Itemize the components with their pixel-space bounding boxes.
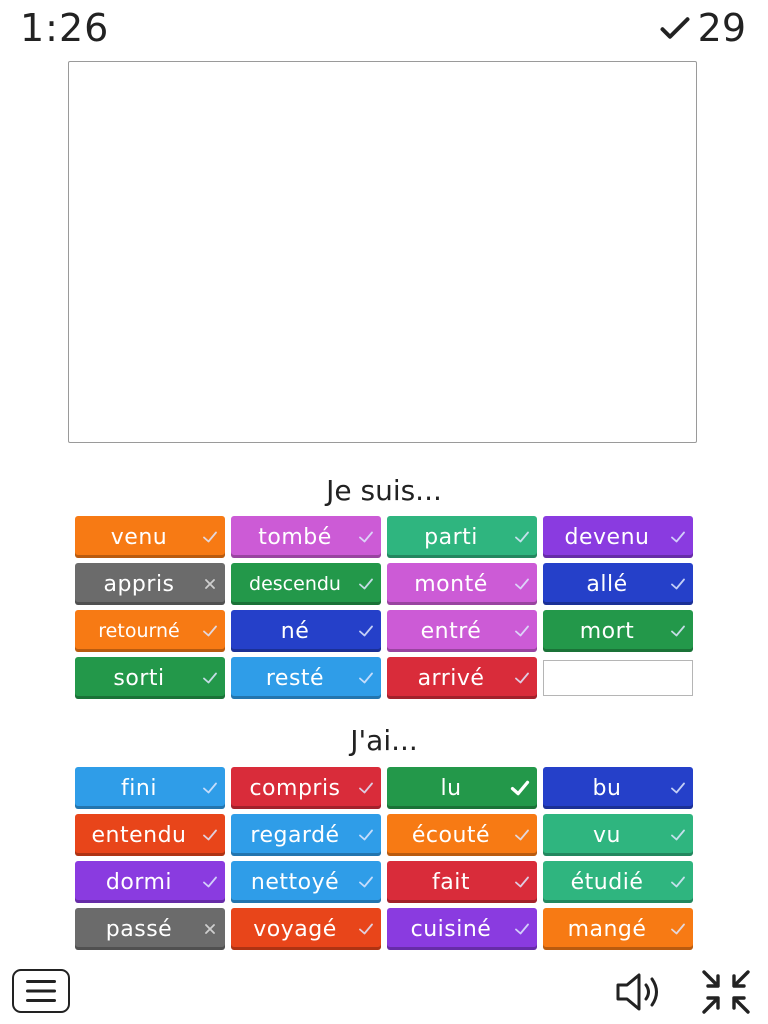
j-ai-tile-mange[interactable]	[543, 908, 693, 950]
check-icon	[202, 529, 218, 545]
j-ai-tile-etudie[interactable]	[543, 861, 693, 903]
check-icon	[202, 670, 218, 686]
je-suis-tile-tombe[interactable]	[231, 516, 381, 558]
check-icon	[514, 670, 530, 686]
j-ai-tile-grid	[75, 767, 695, 950]
je-suis-tile-entre[interactable]	[387, 610, 537, 652]
tile-label: entendu	[91, 822, 187, 848]
tile-label: retourné	[98, 620, 180, 642]
score-value: 29	[697, 6, 746, 50]
tile-label: lu	[440, 775, 462, 801]
check-icon	[358, 529, 374, 545]
tile-label: appris	[103, 571, 175, 597]
j-ai-tile-nettoye[interactable]	[231, 861, 381, 903]
tile-label: écouté	[411, 822, 491, 848]
check-icon	[514, 874, 530, 890]
section-title-je-suis: Je suis...	[326, 474, 442, 507]
j-ai-tile-cuisine[interactable]	[387, 908, 537, 950]
tile-label: tombé	[258, 524, 332, 550]
tile-label: étudié	[570, 869, 644, 895]
check-icon	[670, 921, 686, 937]
tile-label: monté	[414, 571, 488, 597]
tile-label: resté	[265, 665, 325, 691]
je-suis-tile-ne[interactable]	[231, 610, 381, 652]
check-icon	[202, 780, 218, 796]
cross-icon	[202, 921, 218, 937]
check-icon	[358, 576, 374, 592]
tile-label: passé	[105, 916, 173, 942]
j-ai-tile-regarde[interactable]	[231, 814, 381, 856]
j-ai-tile-entendu[interactable]	[75, 814, 225, 856]
tile-label: cuisiné	[410, 916, 492, 942]
check-icon	[514, 827, 530, 843]
section-title-j-ai: J'ai...	[350, 724, 418, 757]
tile-label: mangé	[567, 916, 647, 942]
j-ai-tile-fait[interactable]	[387, 861, 537, 903]
j-ai-tile-ecoute[interactable]	[387, 814, 537, 856]
tile-label: regardé	[250, 822, 340, 848]
tile-label: venu	[110, 524, 168, 550]
speaker-icon	[612, 968, 668, 1016]
tile-label: fini	[121, 775, 157, 801]
hamburger-menu-icon	[25, 978, 57, 1004]
j-ai-tile-voyage[interactable]	[231, 908, 381, 950]
j-ai-tile-compris[interactable]	[231, 767, 381, 809]
je-suis-tile-alle[interactable]	[543, 563, 693, 605]
j-ai-tile-vu[interactable]	[543, 814, 693, 856]
exit-fullscreen-icon	[700, 968, 752, 1016]
tile-label: entré	[420, 618, 482, 644]
j-ai-tile-bu[interactable]	[543, 767, 693, 809]
check-icon	[358, 827, 374, 843]
tile-label: arrivé	[417, 665, 485, 691]
je-suis-tile-sorti[interactable]	[75, 657, 225, 699]
tile-label: dormi	[105, 869, 173, 895]
je-suis-tile-devenu[interactable]	[543, 516, 693, 558]
drop-area[interactable]	[68, 61, 697, 443]
check-icon	[202, 874, 218, 890]
je-suis-tile-arrive[interactable]	[387, 657, 537, 699]
check-icon	[670, 780, 686, 796]
empty-tile-slot[interactable]	[543, 660, 693, 696]
tile-label: vu	[593, 822, 621, 848]
check-icon	[510, 778, 530, 798]
je-suis-tile-appris[interactable]	[75, 563, 225, 605]
tile-label: allé	[586, 571, 628, 597]
je-suis-tile-grid	[75, 516, 695, 699]
j-ai-tile-dormi[interactable]	[75, 861, 225, 903]
cross-icon	[202, 576, 218, 592]
check-icon	[514, 529, 530, 545]
je-suis-tile-retourne[interactable]	[75, 610, 225, 652]
sound-button[interactable]	[612, 968, 668, 1016]
check-icon	[670, 576, 686, 592]
check-icon	[670, 827, 686, 843]
check-icon	[358, 874, 374, 890]
je-suis-tile-monte[interactable]	[387, 563, 537, 605]
check-icon	[670, 529, 686, 545]
tile-label: parti	[424, 524, 478, 550]
tile-label: fait	[432, 869, 470, 895]
checkmark-icon	[660, 13, 690, 43]
check-icon	[358, 921, 374, 937]
tile-label: né	[280, 618, 310, 644]
check-icon	[514, 921, 530, 937]
je-suis-tile-parti[interactable]	[387, 516, 537, 558]
check-icon	[202, 827, 218, 843]
je-suis-tile-reste[interactable]	[231, 657, 381, 699]
j-ai-tile-lu[interactable]	[387, 767, 537, 809]
check-icon	[670, 623, 686, 639]
check-icon	[358, 780, 374, 796]
timer: 1:26	[20, 6, 110, 50]
menu-button[interactable]	[12, 969, 70, 1013]
tile-label: descendu	[249, 573, 341, 595]
check-icon	[202, 623, 218, 639]
exit-fullscreen-button[interactable]	[700, 968, 752, 1016]
j-ai-tile-passe[interactable]	[75, 908, 225, 950]
je-suis-tile-mort[interactable]	[543, 610, 693, 652]
tile-label: sorti	[113, 665, 165, 691]
tile-label: nettoyé	[250, 869, 340, 895]
check-icon	[514, 576, 530, 592]
je-suis-tile-descendu[interactable]	[231, 563, 381, 605]
je-suis-tile-venu[interactable]	[75, 516, 225, 558]
tile-label: voyagé	[253, 916, 337, 942]
check-icon	[358, 670, 374, 686]
tile-label: bu	[592, 775, 622, 801]
check-icon	[670, 874, 686, 890]
check-icon	[358, 623, 374, 639]
score-counter	[660, 6, 746, 50]
tile-label: compris	[249, 775, 341, 801]
tile-label: mort	[579, 618, 635, 644]
check-icon	[514, 623, 530, 639]
j-ai-tile-fini[interactable]	[75, 767, 225, 809]
tile-label: devenu	[564, 524, 650, 550]
